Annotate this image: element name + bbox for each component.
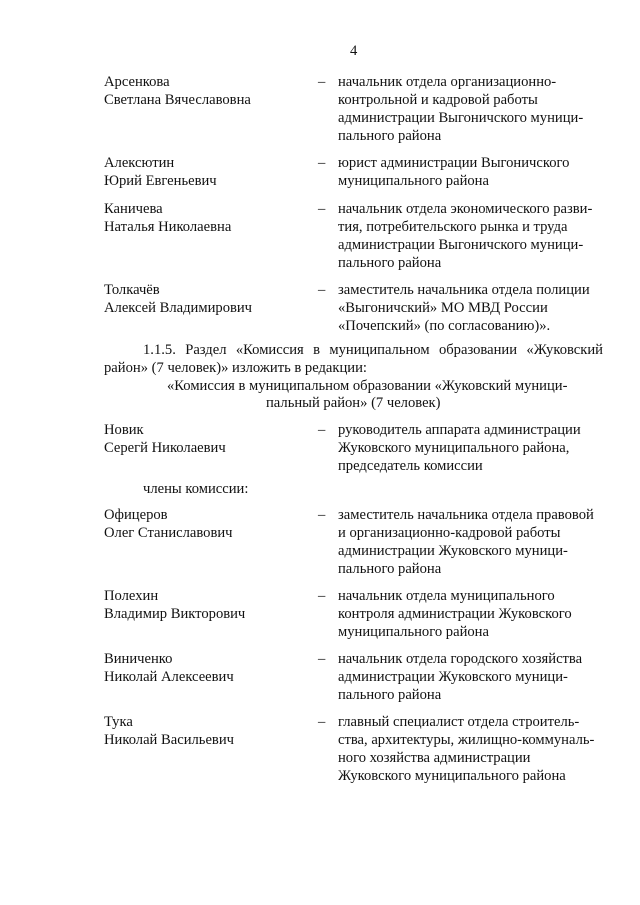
person-given-names: Алексей Владимирович <box>104 300 253 316</box>
person-surname: Новик <box>104 422 144 438</box>
person-surname: Каничева <box>104 201 163 217</box>
position-line: заместитель начальника отдела правовой <box>338 507 594 523</box>
position-line: начальник отдела организационно- <box>338 74 557 90</box>
entry-dash: – <box>318 714 326 730</box>
position-line: пального района <box>338 128 442 144</box>
position-line: ства, архитектуры, жилищно-коммуналь- <box>338 732 595 748</box>
section-paragraph-line: 1.1.5. Раздел «Комиссия в муниципальном образовании «Жуковский <box>143 342 603 358</box>
position-line: Жуковского муниципального района, <box>338 440 570 456</box>
position-line: пального района <box>338 687 442 703</box>
entry-dash: – <box>318 155 326 171</box>
members-label: члены комиссии: <box>143 481 249 497</box>
person-surname: Полехин <box>104 588 159 604</box>
position-line: пального района <box>338 255 442 271</box>
person-given-names: Николай Алексеевич <box>104 669 234 685</box>
entry-dash: – <box>318 507 326 523</box>
person-given-names: Владимир Викторович <box>104 606 246 622</box>
person-given-names: Николай Васильевич <box>104 732 234 748</box>
entry-dash: – <box>318 74 326 90</box>
person-surname: Алексютин <box>104 155 175 171</box>
position-line: и организационно-кадровой работы <box>338 525 561 541</box>
person-surname: Арсенкова <box>104 74 170 90</box>
position-line: руководитель аппарата администрации <box>338 422 581 438</box>
entry-dash: – <box>318 588 326 604</box>
position-line: ного хозяйства администрации <box>338 750 531 766</box>
position-line: начальник отдела муниципального <box>338 588 555 604</box>
section-paragraph-line: район» (7 человек)» изложить в редакции: <box>104 360 367 376</box>
position-line: тия, потребительского рынка и труда <box>338 219 568 235</box>
entry-dash: – <box>318 201 326 217</box>
position-line: пального района <box>338 561 442 577</box>
entry-dash: – <box>318 651 326 667</box>
position-line: заместитель начальника отдела полиции <box>338 282 590 298</box>
person-given-names: Олег Станиславович <box>104 525 233 541</box>
commission-heading: «Комиссия в муниципальном образовании «Жуковский муници- <box>167 378 568 394</box>
person-given-names: Юрий Евгеньевич <box>104 173 217 189</box>
person-given-names: Серегй Николаевич <box>104 440 226 456</box>
page-number: 4 <box>350 43 358 59</box>
person-surname: Виниченко <box>104 651 173 667</box>
person-surname: Тука <box>104 714 133 730</box>
position-line: главный специалист отдела строитель- <box>338 714 580 730</box>
entry-dash: – <box>318 422 326 438</box>
position-line: администрации Жуковского муници- <box>338 543 568 559</box>
position-line: муниципального района <box>338 173 489 189</box>
position-line: «Выгоничский» МО МВД России <box>338 300 548 316</box>
entry-dash: – <box>318 282 326 298</box>
position-line: начальник отдела экономического разви- <box>338 201 593 217</box>
position-line: контрольной и кадровой работы <box>338 92 538 108</box>
position-line: председатель комиссии <box>338 458 483 474</box>
person-given-names: Наталья Николаевна <box>104 219 232 235</box>
position-line: «Почепский» (по согласованию)». <box>338 318 551 334</box>
commission-heading: пальный район» (7 человек) <box>266 395 441 411</box>
person-given-names: Светлана Вячеславовна <box>104 92 251 108</box>
person-surname: Толкачёв <box>104 282 160 298</box>
position-line: юрист администрации Выгоничского <box>338 155 570 171</box>
person-surname: Офицеров <box>104 507 168 523</box>
position-line: контроля администрации Жуковского <box>338 606 572 622</box>
position-line: начальник отдела городского хозяйства <box>338 651 583 667</box>
position-line: муниципального района <box>338 624 489 640</box>
position-line: администрации Выгоничского муници- <box>338 237 584 253</box>
position-line: Жуковского муниципального района <box>338 768 566 784</box>
position-line: администрации Жуковского муници- <box>338 669 568 685</box>
position-line: администрации Выгоничского муници- <box>338 110 584 126</box>
